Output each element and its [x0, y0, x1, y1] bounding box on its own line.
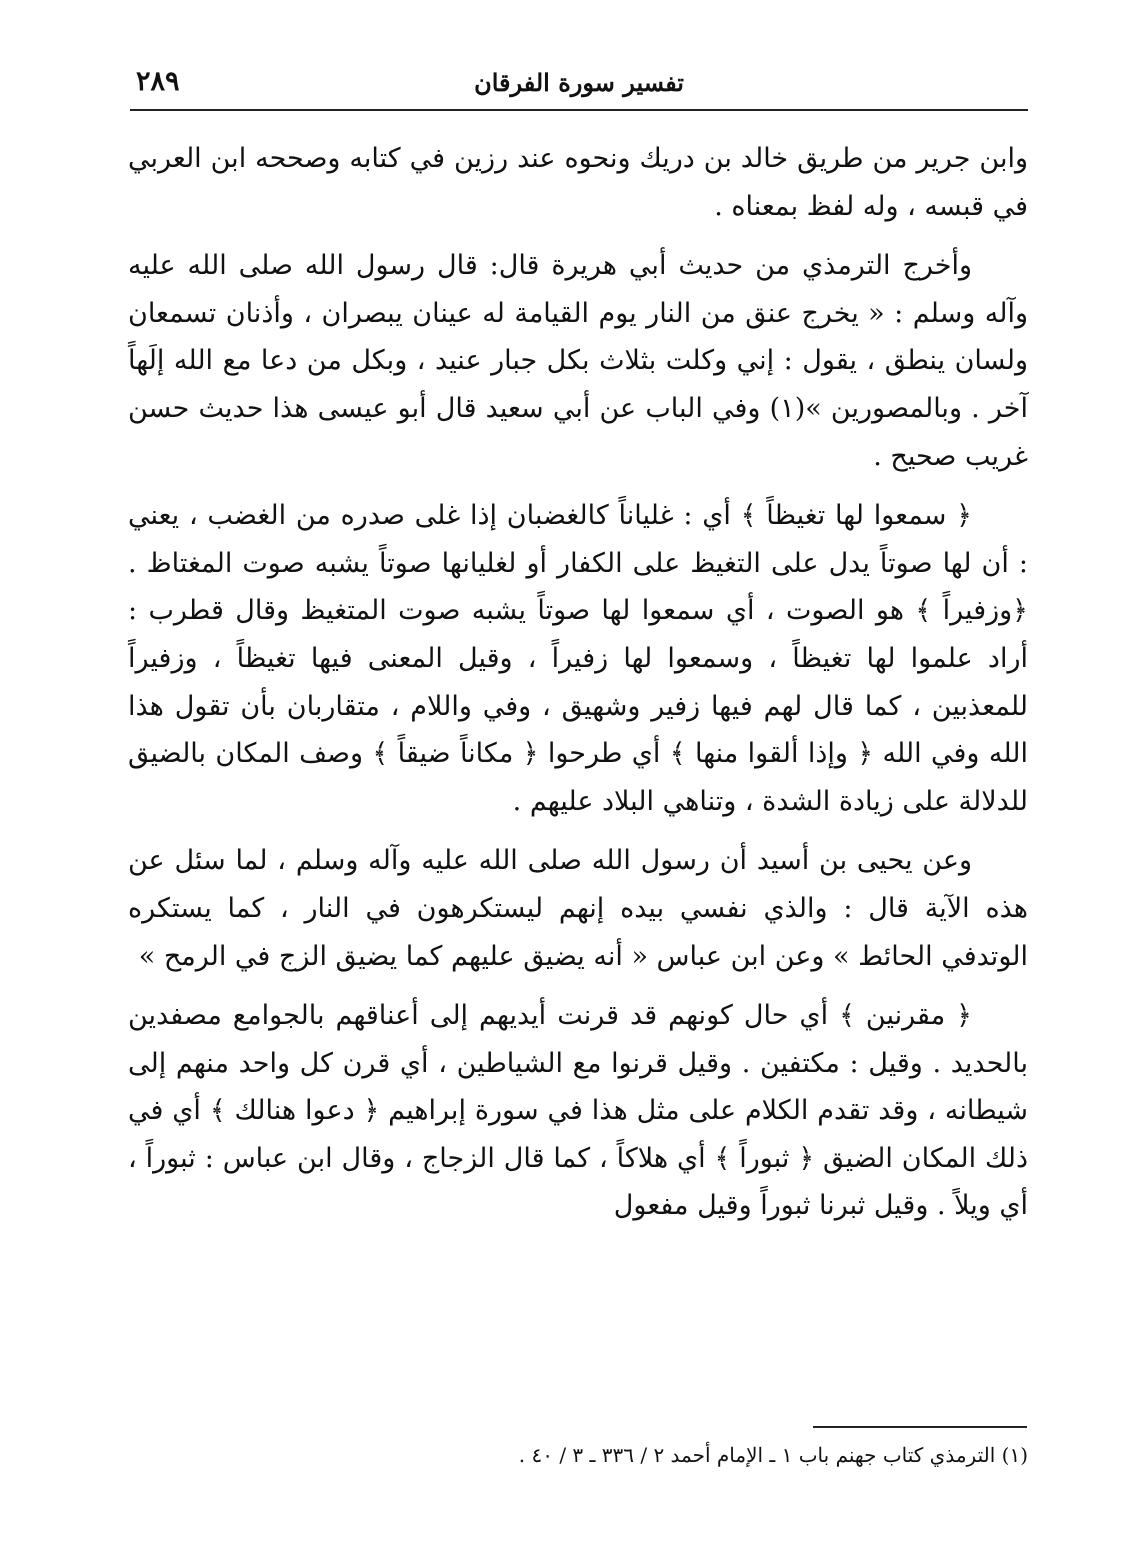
paragraph-5: ﴿ مقرنين ﴾ أي حال كونهم قد قرنت أيديهم إلى أعناقهم بالجوامع مصفدين بالحديد . وقيل : مكتفين . وقيل قرنوا مع الشياطين ، أي قرن كل واحد منهم إلى شيطانه ، وقد تقدم الكلام على مثل هذا في سورة إبراهيم ﴿ دعوا هنالك ﴾ أي في ذلك المكان الضيق ﴿ ثبوراً ﴾ أي هلاكاً ، كما قال الزجاج ، وقال ابن عباس : ثبوراً ، أي ويلاً . وقيل ثبرنا ثبوراً وقيل مفعول [128, 1000, 1028, 1222]
page-header [130, 62, 1028, 106]
page-number: ٢٨٩ [136, 66, 180, 97]
main-text [128, 135, 1028, 1230]
footnote-divider [813, 1426, 1027, 1428]
running-title: تفسير سورة الفرقان [474, 68, 684, 97]
paragraph-4: وعن يحيى بن أسيد أن رسول الله صلى الله عليه وآله وسلم ، لما سئل عن هذه الآية قال : والذي نفسي بيده إنهم ليستكرهون في النار ، كما يستكره الوتدفي الحائط » وعن ابن عباس « أنه يضيق عليهم كما يضيق الزج في الرمح » [128, 845, 1029, 972]
paragraph-1: وابن جرير من طريق خالد بن دريك ونحوه عند رزين في كتابه وصححه ابن العربي في قبسه ، وله لفظ بمعناه . [128, 143, 1028, 222]
paragraph-3: ﴿ سمعوا لها تغيظاً ﴾ أي : غلياناً كالغضبان إذا غلى صدره من الغضب ، يعني : أن لها صوتاً يدل على التغيظ على الكفار أو لغليانها صوتاً يشبه صوت المغتاظ . ﴿وزفيراً ﴾ هو الصوت ، أي سمعوا لها صوتاً يشبه صوت المتغيظ وقال قطرب : أراد علموا لها تغيظاً ، وسمعوا لها زفيراً ، وقيل المعنى فيها تغيظاً ، وزفيراً للمعذبين ، كما قال لهم فيها زفير وشهيق ، وفي واللام ، متقاربان بأن تقول هذا الله وفي الله ﴿ وإذا ألقوا منها ﴾ أي طرحوا ﴿ مكاناً ضيقاً ﴾ وصف المكان بالضيق للدلالة على زيادة الشدة ، وتناهي البلاد عليهم . [128, 500, 1028, 817]
paragraph-2: وأخرج الترمذي من حديث أبي هريرة قال: قال رسول الله صلى الله عليه وآله وسلم : « يخرج عنق من النار يوم القيامة له عينان يبصران ، وأذنان تسمعان ولسان ينطق ، يقول : إني وكلت بثلاث بكل جبار عنيد ، وبكل من دعا مع الله إلَهاً آخر . وبالمصورين »(١) وفي الباب عن أبي سعيد قال أبو عيسى هذا حديث حسن غريب صحيح . [128, 250, 1028, 472]
footnote: (١) الترمذي كتاب جهنم باب ١ ـ الإمام أحمد ٢ / ٣٣٦ ـ ٣ / ٤٠ . [518, 1443, 1028, 1467]
header-divider [130, 109, 1028, 111]
